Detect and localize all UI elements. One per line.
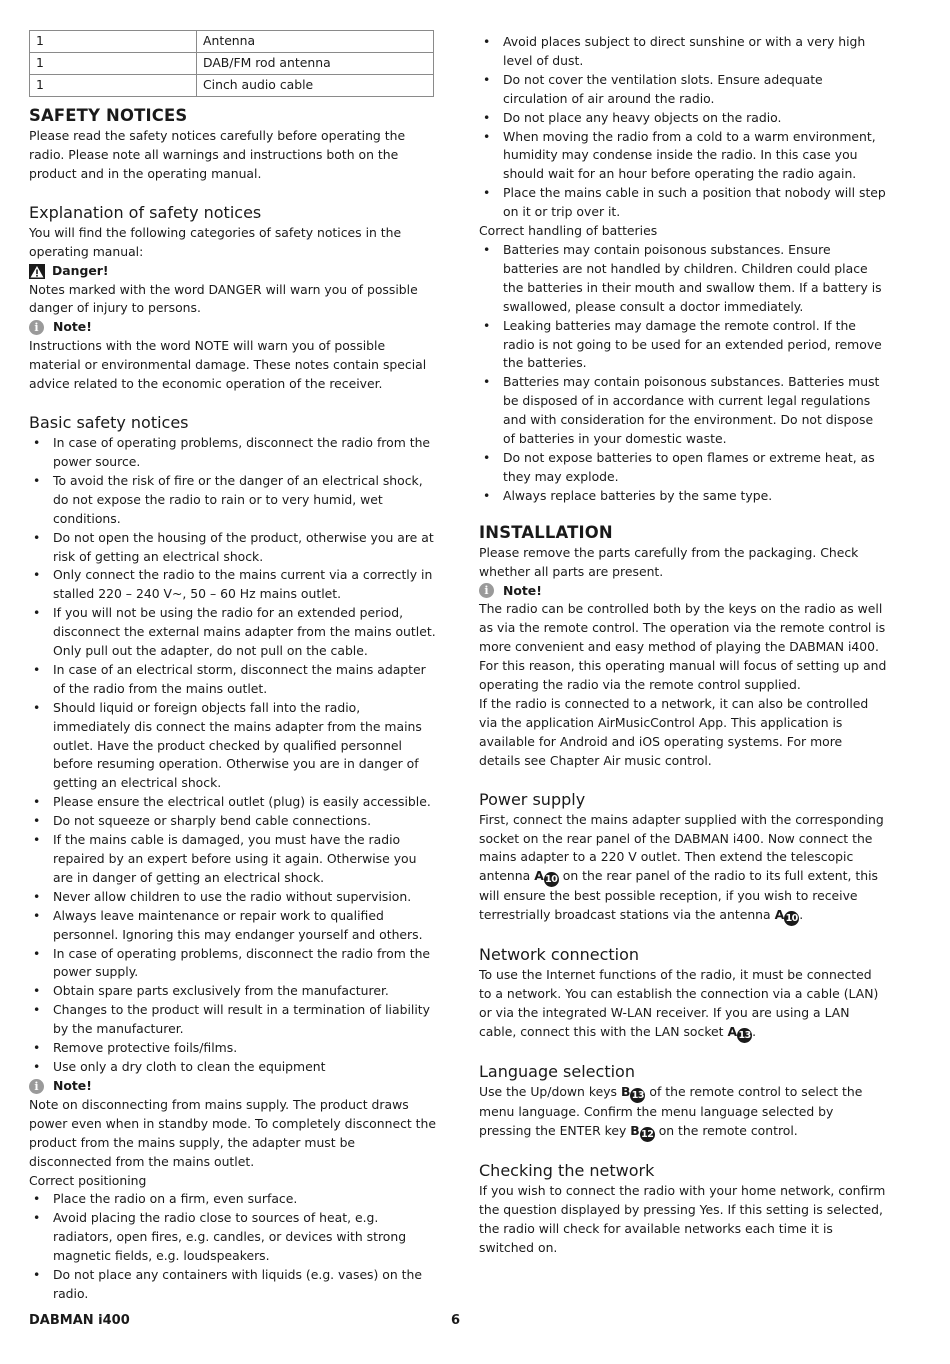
list-item: • In case of operating problems, disconnect the radio from the power source. bbox=[29, 434, 437, 472]
footer-product: DABMAN i400 bbox=[29, 1313, 130, 1328]
list-item: • Batteries may contain poisonous substances. Ensure batteries are not handled by children. Children could place the batteries in their mouth and swallow them. If a battery is swallowed, please consult a doctor immediately. bbox=[479, 241, 887, 317]
list-item: • Obtain spare parts exclusively from the manufacturer. bbox=[29, 982, 437, 1001]
qty-cell: 1 bbox=[30, 53, 197, 75]
table-row bbox=[30, 31, 434, 53]
note-label: Note! bbox=[53, 319, 92, 335]
list-item: • Batteries may contain poisonous substances. Batteries must be disposed of in accordance with current legal regulations and with consideration for the environment. Do not dispose of batteries in your domestic waste. bbox=[479, 373, 887, 449]
lan-socket-ref: A13 bbox=[727, 1023, 751, 1041]
explanation-heading: Explanation of safety notices bbox=[29, 202, 262, 222]
checking-heading: Checking the network bbox=[479, 1160, 655, 1180]
antenna-ref-2: A10 bbox=[774, 907, 798, 925]
power-heading: Power supply bbox=[479, 789, 586, 809]
item-cell: Cinch audio cable bbox=[197, 75, 434, 97]
installation-intro: Please remove the parts carefully from the packaging. Check whether all parts are present. bbox=[479, 544, 859, 579]
antenna-ref: A10 bbox=[534, 868, 558, 886]
danger-notice bbox=[29, 262, 437, 281]
installation-note-text: The radio can be controlled both by the keys on the radio as well as via the remote control. The operation via the remote control is more convenient and easy method of playing the DABMAN i400. For this reason, this operating manual will focus of setting up and operating the radio via the remote control supplied. bbox=[479, 601, 887, 693]
network-text: To use the Internet functions of the radio, it must be connected to a network. You can establish the connection via a cable (LAN) or via the integrated W-LAN receiver. If you are using a LAN cable, connect this with the LAN socket A13. bbox=[479, 967, 879, 1041]
page-number: 6 bbox=[451, 1313, 461, 1328]
list-item: • In case of operating problems, disconnect the radio from the power supply. bbox=[29, 945, 437, 983]
list-item: • To avoid the risk of fire or the danger of an electrical shock, do not expose the radio to rain or to very humid, wet conditions. bbox=[29, 472, 437, 529]
table-row bbox=[30, 53, 434, 75]
batteries-label: Correct handling of batteries bbox=[479, 223, 658, 239]
note-label-2: Note! bbox=[53, 1077, 92, 1093]
note-notice bbox=[29, 318, 437, 337]
list-item: • Please ensure the electrical outlet (plug) is easily accessible. bbox=[29, 793, 437, 812]
list-item: • If you will not be using the radio for an extended period, disconnect the external mains adapter from the mains outlet. Only pull out the adapter, do not pull on the cable. bbox=[29, 604, 437, 661]
positioning-label: Correct positioning bbox=[29, 1172, 147, 1188]
list-item: • Always replace batteries by the same type. bbox=[479, 487, 887, 506]
network-heading: Network connection bbox=[479, 945, 640, 965]
power-text: First, connect the mains adapter supplied with the corresponding socket on the rear panel of the DABMAN i400. Now connect the mains adapter to a 220 V outlet. Then extend the telescopic antenna A10 on the rear panel of the radio to its full extent, this will ensure the best possible reception, if you wish to receive terrestrially broadcast stations via the antenna A10. bbox=[479, 811, 884, 925]
danger-label: Danger! bbox=[52, 262, 109, 278]
qty-cell: 1 bbox=[30, 31, 197, 53]
list-item: • Only connect the radio to the mains current via a correctly in stalled 220 – 240 V~, 50 – 60 Hz mains outlet. bbox=[29, 566, 437, 604]
list-item: • Do not squeeze or sharply bend cable connections. bbox=[29, 812, 437, 831]
list-item: • Remove protective foils/films. bbox=[29, 1039, 437, 1058]
list-item: • Leaking batteries may damage the remote control. If the radio is not going to be used for an extended period, remove the batteries. bbox=[479, 317, 887, 374]
list-item: • Place the radio on a firm, even surface. bbox=[29, 1190, 437, 1209]
qty-cell: 1 bbox=[30, 75, 197, 97]
language-text: Use the Up/down keys B13 of the remote control to select the menu language. Confirm the menu language selected by pressing the ENTER key B12 on the remote control. bbox=[479, 1083, 863, 1140]
basic-heading: Basic safety notices bbox=[29, 413, 189, 433]
mains-note-text: Note on disconnecting from mains supply. The product draws power even when in standby mode. To completely disconnect the product from the mains supply, the adapter must be disconnected from the mains outlet. bbox=[29, 1096, 437, 1169]
list-item: • Always leave maintenance or repair work to qualified personnel. Ignoring this may endanger yourself and others. bbox=[29, 907, 437, 945]
warning-icon bbox=[29, 264, 45, 279]
note-label-3: Note! bbox=[503, 582, 542, 598]
table-row bbox=[30, 75, 434, 97]
note-notice-3 bbox=[479, 581, 887, 600]
basic-safety-list bbox=[29, 434, 437, 1077]
list-item: • Should liquid or foreign objects fall into the radio, immediately dis connect the mains adapter from the mains outlet. Have the product checked by qualified personnel before resuming operation. Otherwise you are in danger of getting an electrical shock. bbox=[29, 699, 437, 794]
info-icon: i bbox=[29, 320, 44, 335]
safety-intro: Please read the safety notices carefully before operating the radio. Please note all warnings and instructions both on the product and in the operating manual. bbox=[29, 128, 406, 181]
positioning-list-continued bbox=[479, 33, 887, 222]
note-notice-2 bbox=[29, 1077, 437, 1096]
positioning-list bbox=[29, 1190, 437, 1303]
list-item: • Avoid placing the radio close to sources of heat, e.g. radiators, open fires, e.g. candles, or devices with strong magnetic fields, e.g. loudspeakers. bbox=[29, 1209, 437, 1266]
list-item: • Do not place any heavy objects on the radio. bbox=[479, 109, 887, 128]
item-cell: DAB/FM rod antenna bbox=[197, 53, 434, 75]
installation-heading: INSTALLATION bbox=[479, 522, 613, 542]
item-cell: Antenna bbox=[197, 31, 434, 53]
list-item: • Do not expose batteries to open flames or extreme heat, as they may explode. bbox=[479, 449, 887, 487]
danger-text: Notes marked with the word DANGER will warn you of possible danger of injury to persons. bbox=[29, 281, 418, 316]
installation-note-text-2: If the radio is connected to a network, it can also be controlled via the application AirMusicControl App. This application is available for Android and iOS operating systems. For more details see Chapter Air music control. bbox=[479, 696, 869, 768]
explanation-intro: You will find the following categories of safety notices in the operating manual: bbox=[29, 224, 402, 259]
enter-key-ref: B12 bbox=[630, 1122, 654, 1140]
list-item: • Do not place any containers with liquids (e.g. vases) on the radio. bbox=[29, 1266, 437, 1304]
language-heading: Language selection bbox=[479, 1061, 635, 1081]
list-item: • If the mains cable is damaged, you must have the radio repaired by an expert before using it again. Otherwise you are in danger of getting an electrical shock. bbox=[29, 831, 437, 888]
list-item: • Changes to the product will result in a termination of liability by the manufacturer. bbox=[29, 1001, 437, 1039]
left-column bbox=[29, 30, 437, 1304]
list-item: • Place the mains cable in such a position that nobody will step on it or trip over it. bbox=[479, 184, 887, 222]
parts-table bbox=[29, 30, 434, 97]
list-item: • Avoid places subject to direct sunshine or with a very high level of dust. bbox=[479, 33, 887, 71]
safety-heading: SAFETY NOTICES bbox=[29, 106, 188, 125]
list-item: • When moving the radio from a cold to a warm environment, humidity may condense inside the radio. In this case you should wait for an hour before operating the radio again. bbox=[479, 128, 887, 185]
list-item: • Do not open the housing of the product, otherwise you are at risk of getting an electrical shock. bbox=[29, 529, 437, 567]
list-item: • Do not cover the ventilation slots. Ensure adequate circulation of air around the radio. bbox=[479, 71, 887, 109]
list-item: • Never allow children to use the radio without supervision. bbox=[29, 888, 437, 907]
info-icon: i bbox=[29, 1079, 44, 1094]
list-item: • In case of an electrical storm, disconnect the mains adapter of the radio from the mains outlet. bbox=[29, 661, 437, 699]
note-text: Instructions with the word NOTE will warn you of possible material or environmental damage. These notes contain special advice related to the economic operation of the receiver. bbox=[29, 338, 427, 392]
checking-text: If you wish to connect the radio with your home network, confirm the question displayed by pressing Yes. If this setting is selected, the radio will check for available networks each time it is switched on. bbox=[479, 1182, 886, 1255]
right-column bbox=[479, 33, 887, 1258]
updown-key-ref: B13 bbox=[620, 1083, 645, 1101]
info-icon: i bbox=[479, 583, 494, 598]
list-item: • Use only a dry cloth to clean the equipment bbox=[29, 1058, 437, 1077]
batteries-list bbox=[479, 241, 887, 506]
